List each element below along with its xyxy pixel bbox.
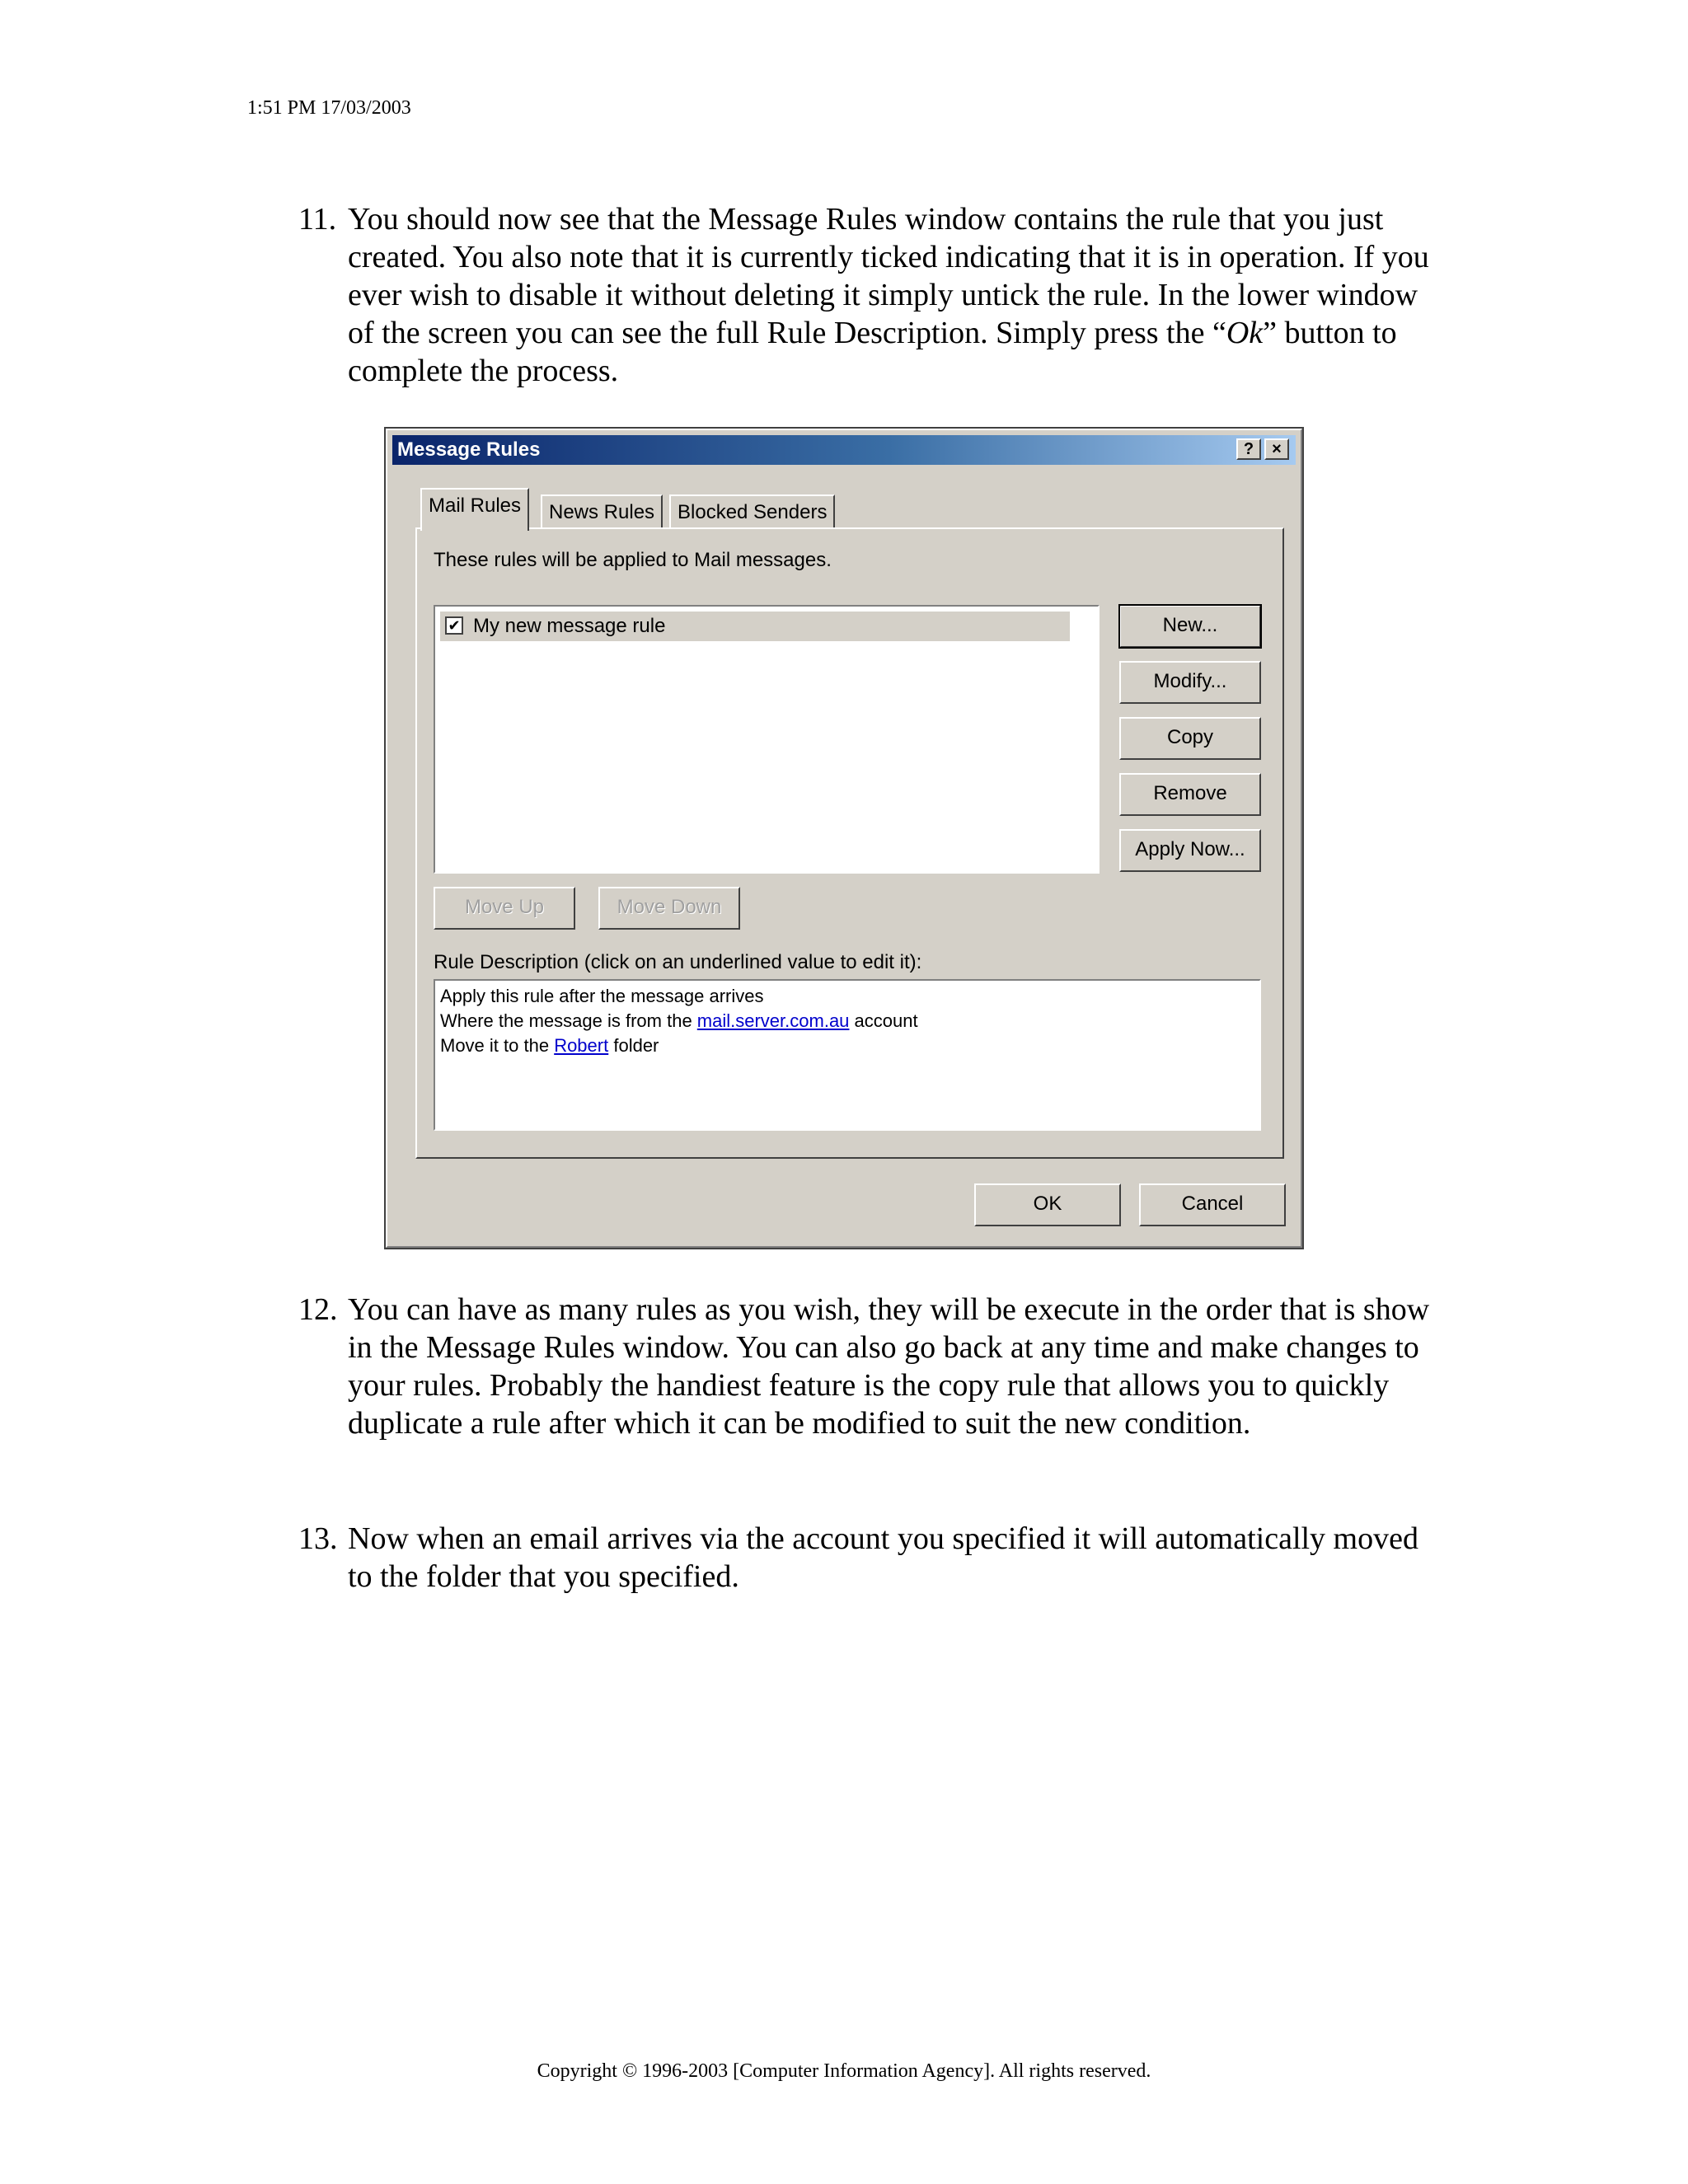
rule-name: My new message rule xyxy=(473,615,666,637)
close-button[interactable]: × xyxy=(1264,438,1289,460)
desc-text: account xyxy=(849,1010,918,1031)
step-text-italic: Ok xyxy=(1226,316,1264,350)
step-11 xyxy=(298,200,1436,390)
page-timestamp: 1:51 PM 17/03/2003 xyxy=(247,97,411,119)
account-link[interactable]: mail.server.com.au xyxy=(696,1010,850,1031)
tab-news-rules[interactable]: News Rules xyxy=(541,494,663,529)
step-number: 11. xyxy=(298,202,337,237)
step-text: You can have as many rules as you wish, they will be execute in the order that is show in the Message Rules window. You can also go back at any time and make changes to your rules. Probably the handiest feature is the copy rule that allows you to quickly duplicate a rule after which it can be modified to suit the new condition. xyxy=(348,1292,1430,1441)
rules-list[interactable] xyxy=(434,605,1100,874)
step-text-part: You should now see that the Message Rules window contains the rule that you just created. You also note that it is currently ticked indicating that it is in operation. If you ever wish to disable it without deleting it simply untick the rule. In the lower window of the screen you can see the full Rule Description. Simply press the “ xyxy=(348,202,1429,350)
desc-text: folder xyxy=(608,1035,659,1056)
desc-text: Where the message is from the xyxy=(440,1010,697,1031)
folder-link[interactable]: Robert xyxy=(554,1035,609,1056)
dialog-titlebar[interactable] xyxy=(392,435,1296,465)
modify-button[interactable]: Modify... xyxy=(1119,661,1261,704)
cancel-button[interactable]: Cancel xyxy=(1139,1183,1286,1226)
rule-item[interactable] xyxy=(440,612,1070,641)
rule-description-label: Rule Description (click on an underlined value to edit it): xyxy=(434,951,922,973)
new-button[interactable]: New... xyxy=(1119,605,1261,648)
tab-panel xyxy=(415,527,1284,1159)
step-12 xyxy=(298,1291,1436,1442)
message-rules-dialog xyxy=(384,427,1304,1249)
dialog-title: Message Rules xyxy=(397,438,541,461)
step-text: Now when an email arrives via the account you specified it will automatically moved to the folder that you specified. xyxy=(348,1521,1418,1594)
step-number: 13. xyxy=(298,1521,338,1556)
copyright-footer: Copyright © 1996-2003 [Computer Information Agency]. All rights reserved. xyxy=(537,2060,1151,2082)
move-down-button[interactable]: Move Down xyxy=(598,887,740,930)
step-text-part: ” button to complete the process. xyxy=(348,316,1397,388)
panel-caption: These rules will be applied to Mail messages. xyxy=(434,549,832,571)
desc-line: Apply this rule after the message arrives xyxy=(440,986,764,1006)
copy-button[interactable]: Copy xyxy=(1119,717,1261,760)
apply-now-button[interactable]: Apply Now... xyxy=(1119,829,1261,872)
rule-checkbox[interactable]: ✔ xyxy=(445,616,463,635)
remove-button[interactable]: Remove xyxy=(1119,773,1261,816)
step-13 xyxy=(298,1520,1436,1596)
tab-mail-rules[interactable]: Mail Rules xyxy=(420,488,529,531)
tab-blocked-senders[interactable]: Blocked Senders xyxy=(669,494,835,529)
step-text xyxy=(348,200,1436,390)
ok-button[interactable]: OK xyxy=(974,1183,1121,1226)
desc-text: Move it to the xyxy=(440,1035,555,1056)
rule-description-box xyxy=(434,979,1261,1131)
desc-line xyxy=(440,1033,1254,1058)
move-up-button[interactable]: Move Up xyxy=(434,887,575,930)
step-number: 12. xyxy=(298,1292,338,1327)
help-button[interactable]: ? xyxy=(1236,438,1261,460)
desc-line xyxy=(440,1009,1254,1033)
